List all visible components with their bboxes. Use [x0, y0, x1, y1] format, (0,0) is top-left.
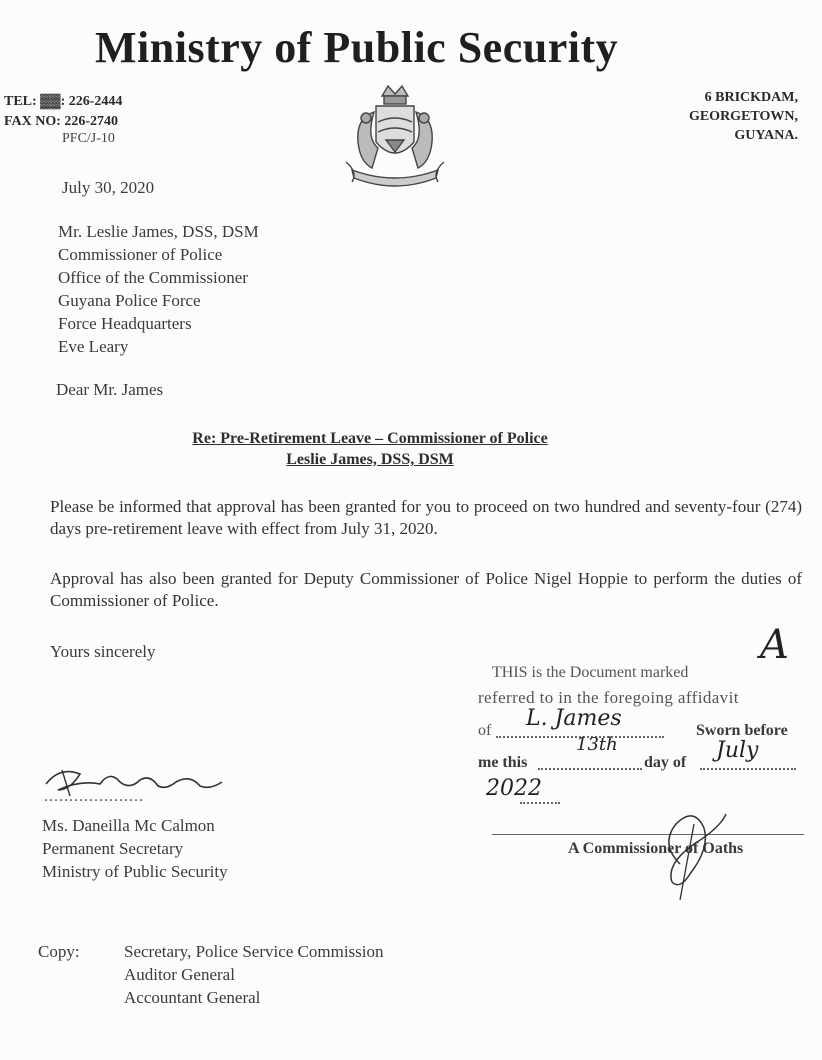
closing: Yours sincerely: [50, 642, 156, 661]
stamp-handwritten-name: L. James: [526, 706, 622, 731]
stamp-handwritten-day: 13th: [576, 734, 618, 755]
stamp-day-blank: [538, 768, 642, 770]
address-line: GEORGETOWN,: [688, 109, 798, 124]
exhibit-mark: A: [760, 622, 789, 668]
subject-heading: [110, 428, 630, 470]
letter-date: July 30, 2020: [62, 178, 155, 197]
recipient-address: [58, 220, 259, 358]
recipient-line: Eve Leary: [58, 337, 129, 356]
reference-code: PFC/J-10: [62, 131, 115, 146]
copy-label: Copy:: [38, 942, 80, 961]
coat-of-arms-icon: [338, 82, 452, 194]
copy-recipient: Secretary, Police Service Commission: [124, 942, 384, 961]
stamp-commissioner-label: A Commissioner of Oaths: [568, 840, 744, 857]
salutation: Dear Mr. James: [56, 380, 164, 399]
signatory-block: [42, 814, 228, 883]
stamp-handwritten-month: July: [716, 738, 759, 763]
stamp-line3-suffix: Sworn before: [696, 722, 788, 739]
recipient-line: Force Headquarters: [58, 314, 192, 333]
stamp-year-blank: [520, 802, 560, 804]
stamp-handwritten-year: 2022: [486, 776, 542, 801]
copy-list: [124, 940, 384, 1009]
stamp-line4-mid: day of: [644, 754, 687, 771]
address-line: GUYANA.: [734, 128, 798, 143]
ministry-title: Ministry of Public Security: [95, 23, 619, 72]
recipient-line: Office of the Commissioner: [58, 268, 248, 287]
recipient-line: Mr. Leslie James, DSS, DSM: [58, 222, 259, 241]
signatory-ministry: Ministry of Public Security: [42, 862, 228, 881]
signatory-title: Permanent Secretary: [42, 839, 184, 858]
telephone-number: TEL: ▓▓: 226-2444: [4, 94, 123, 109]
paragraph-acting-commissioner: Approval has also been granted for Deputy Commissioner of Police Nigel Hoppie to perform the duties of Commissioner of Police.: [50, 569, 802, 610]
copy-recipient: Auditor General: [124, 965, 235, 984]
subject-line: Re: Pre-Retirement Leave – Commissioner of Police: [192, 430, 548, 447]
recipient-line: Commissioner of Police: [58, 245, 223, 264]
paragraph-leave-approval: Please be informed that approval has been granted for you to proceed on two hundred and seventy-four (274) days pre-retirement leave with effect from July 31, 2020.: [50, 497, 802, 538]
fax-number: FAX NO: 226-2740: [4, 114, 119, 129]
stamp-line2: referred to in the foregoing affidavit: [478, 688, 739, 707]
stamp-line1: THIS is the Document marked: [492, 664, 689, 681]
subject-line: Leslie James, DSS, DSM: [286, 451, 454, 468]
address-line: 6 BRICKDAM,: [704, 90, 798, 105]
copy-recipient: Accountant General: [124, 988, 261, 1007]
recipient-line: Guyana Police Force: [58, 291, 201, 310]
stamp-month-blank: [700, 768, 796, 770]
signatory-name: Ms. Daneilla Mc Calmon: [42, 816, 215, 835]
commissioner-signature-icon: [650, 804, 740, 904]
signature-dotted-line: ....................: [44, 788, 144, 805]
address-block: [689, 88, 798, 145]
stamp-line4-prefix: me this: [478, 754, 528, 771]
stamp-signature-rule: [492, 834, 804, 835]
stamp-line3-prefix: of: [478, 722, 492, 739]
